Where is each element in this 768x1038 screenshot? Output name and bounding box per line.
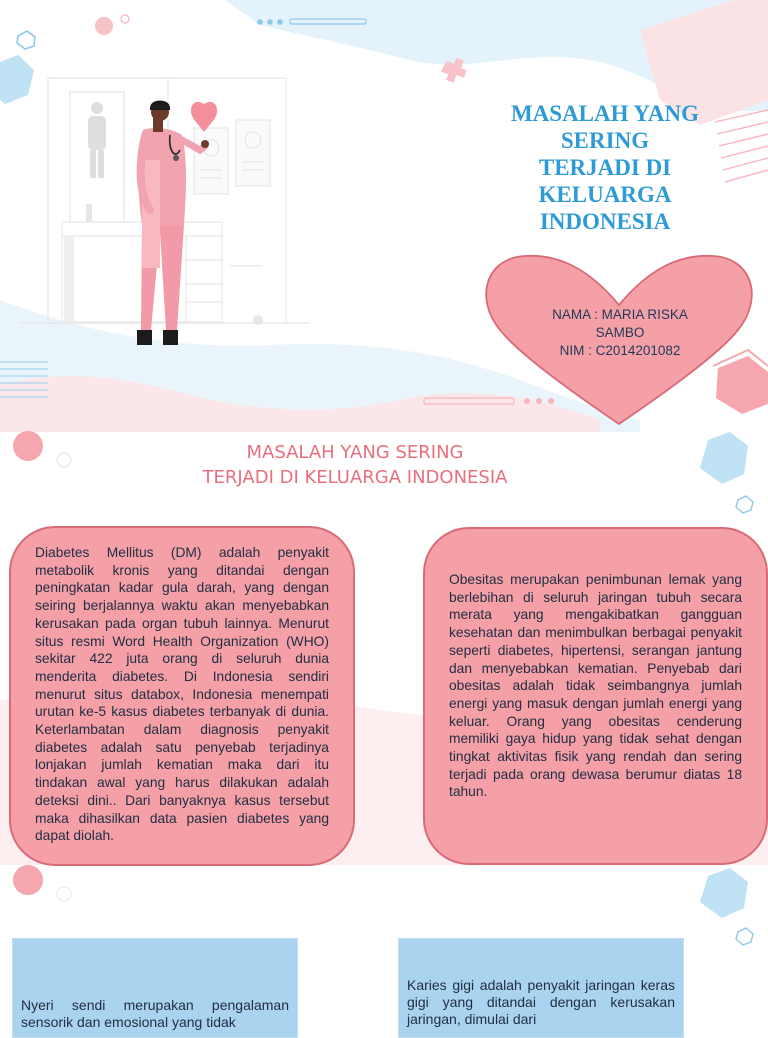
pink-dot-small (121, 15, 129, 23)
title-line-2: SERING (560, 128, 650, 153)
pink-circle-left-2 (13, 865, 43, 895)
dots-top (257, 19, 283, 25)
pink-circle-left (13, 431, 43, 461)
section-title-line-1: MASALAH YANG SERING (246, 442, 464, 463)
circle-outline-left-2 (57, 887, 71, 901)
card-karies-gigi (398, 938, 684, 1038)
pentagon-pink-right (716, 356, 768, 414)
hexagon-blue-right (700, 432, 748, 484)
page-title (480, 100, 730, 235)
title-line-1: MASALAH YANG (510, 101, 700, 126)
dots-bottom (524, 398, 554, 404)
author-name-cont: SAMBO (595, 325, 645, 340)
hexagon-outline-right-2 (736, 928, 753, 945)
author-name: NAMA : MARIA RISKA (552, 307, 688, 322)
hexagon-outline-right (736, 496, 753, 513)
title-line-4: KELUARGA (538, 182, 672, 207)
title-line-5: INDONESIA (539, 209, 671, 234)
title-line-3: TERJADI DI (538, 155, 672, 180)
circle-outline-left (57, 453, 71, 467)
author-info (520, 306, 720, 360)
pink-dot (95, 17, 113, 35)
card-karies-gigi-text: Karies gigi adalah penyakit jaringan keras gigi yang ditandai dengan kerusakan jaringan, dimulai dari (407, 977, 675, 1027)
card-nyeri-sendi-text: Nyeri sendi merupakan pengalaman sensorik dan emosional yang tidak (21, 997, 289, 1030)
section-title-line-2: TERJADI DI KELUARGA INDONESIA (202, 467, 508, 488)
section-title (120, 440, 590, 490)
card-obesitas (423, 527, 768, 865)
card-diabetes-text: Diabetes Mellitus (DM) adalah penyakit metabolik kronis yang ditandai dengan peningkatan kadar gula darah, yang dengan seiring berjalannya waktu akan menyebabkan kerusakan pada organ tubuh lainnya. Menurut situs resmi Word Health Organization (WHO) sekitar 422 juta orang di seluruh dunia menderita diabetes. Di Indonesia sendiri menurut situs databox, Indonesia menempati urutan ke-5 kasus diabetes terbanyak di dunia. Keterlambatan dalam diagnosis penyakit diabetes adalah satu penyebab terjadinya lonjakan jumlah kematian maka dari itu tindakan awal yang harus dilakukan adalah deteksi dini.. Dari banyaknya kasus tersebut maka dihasilkan data pasien diabetes yang dapat diolah. (35, 545, 329, 844)
card-obesitas-text: Obesitas merupakan penimbunan lemak yang berlebihan di seluruh jaringan tubuh secara merata yang mengakibatkan gangguan kesehatan dan menimbulkan berbagai penyakit seperti diabetes, hipertensi, serangan jantung dan menyebabkan kematian. Penyebab dari obesitas adalah tidak seimbangnya jumlah energi yang masuk dengan jumlah energi yang keluar. Orang yang obesitas cenderung memiliki gaya hidup yang tidak sehat dengan tingkat aktivitas fisik yang rendah dan sering terjadi pada orang dewasa berumur diatas 18 tahun. (449, 572, 742, 800)
card-nyeri-sendi (12, 938, 298, 1038)
hexagon-outline (17, 31, 35, 49)
hexagon-blue-right-2 (700, 868, 748, 918)
pentagon-blue (0, 55, 34, 104)
author-nim: NIM : C2014201082 (559, 343, 681, 358)
card-diabetes (9, 526, 355, 866)
